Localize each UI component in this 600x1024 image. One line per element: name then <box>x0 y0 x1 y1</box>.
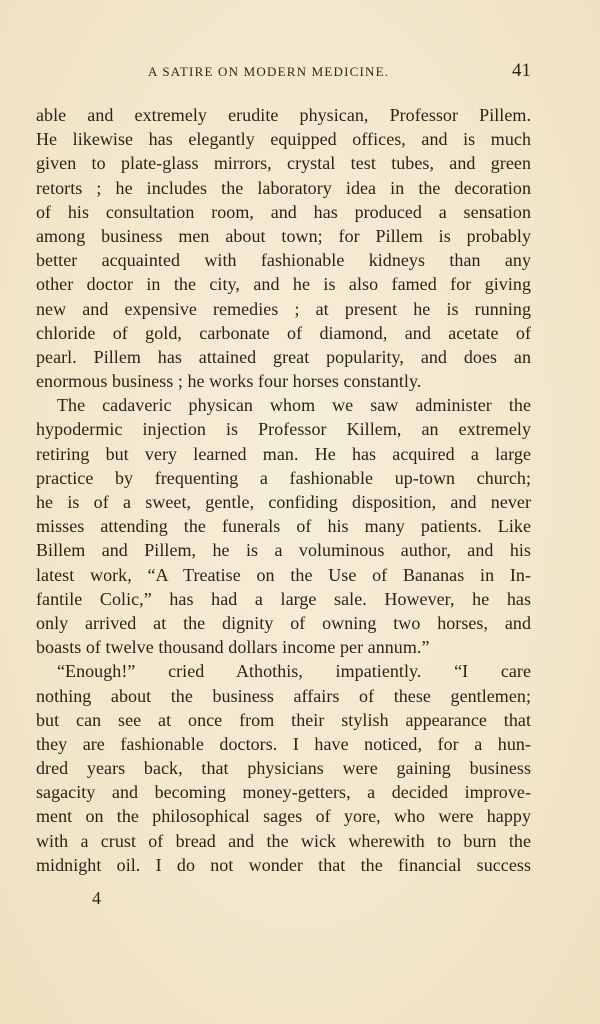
text-line: given to plate-glass mirrors, crystal test tubes, and green <box>36 153 531 174</box>
text-line: with a crust of bread and the wick wherewith to burn the <box>36 830 531 851</box>
text-line: able and extremely erudite physican, Professor Pillem. <box>36 105 531 125</box>
text-line: better acquainted with fashionable kidneys than any <box>36 250 531 271</box>
page-number: 41 <box>512 60 531 81</box>
text-line: Billem and Pillem, he is a voluminous author, and his <box>36 540 531 561</box>
text-line: new and expensive remedies ; at present he is running <box>36 298 531 319</box>
text-line: retiring but very learned man. He has acquired a large <box>36 443 531 464</box>
text-line: practice by frequenting a fashionable up-town church; <box>36 467 531 488</box>
running-head <box>36 60 531 84</box>
text-line: “Enough!” cried Athothis, impatiently. “I care <box>57 661 531 682</box>
running-title: A SATIRE ON MODERN MEDICINE. <box>148 64 390 79</box>
text-line: He likewise has elegantly equipped offices, and is much <box>36 129 531 150</box>
text-line: misses attending the funerals of his many patients. Like <box>36 516 531 537</box>
text-line: boasts of twelve thousand dollars income per annum.” <box>36 637 430 658</box>
text-line: chloride of gold, carbonate of diamond, and acetate of <box>36 322 531 343</box>
text-line: latest work, “A Treatise on the Use of Bananas in In- <box>36 564 531 585</box>
text-line: fantile Colic,” has had a large sale. However, he has <box>36 588 531 609</box>
text-line: dred years back, that physicians were gaining business <box>36 758 531 779</box>
text-line: The cadaveric physican whom we saw administer the <box>57 395 531 416</box>
text-line: ment on the philosophical sages of yore, who were happy <box>36 806 531 827</box>
text-line: among business men about town; for Pillem is probably <box>36 225 531 246</box>
signature-mark: 4 <box>92 888 101 908</box>
text-line: but can see at once from their stylish appearance that <box>36 709 531 730</box>
text-line: of his consultation room, and has produced a sensation <box>36 201 531 222</box>
text-line: pearl. Pillem has attained great popularity, and does an <box>36 346 531 367</box>
text-line: only arrived at the dignity of owning two horses, and <box>36 612 531 633</box>
text-line: midnight oil. I do not wonder that the financial success <box>36 854 531 875</box>
text-line: retorts ; he includes the laboratory idea in the decoration <box>36 177 531 198</box>
body-text <box>36 103 531 877</box>
text-line: they are fashionable doctors. I have noticed, for a hun- <box>36 733 531 754</box>
text-line: nothing about the business affairs of these gentlemen; <box>36 685 531 706</box>
text-line: he is of a sweet, gentle, confiding disposition, and never <box>36 492 531 512</box>
text-line: sagacity and becoming money-getters, a decided improve- <box>36 782 531 803</box>
text-line: enormous business ; he works four horses constantly. <box>36 371 422 392</box>
text-line: hypodermic injection is Professor Killem, an extremely <box>36 419 531 440</box>
text-line: other doctor in the city, and he is also famed for giving <box>36 274 531 295</box>
